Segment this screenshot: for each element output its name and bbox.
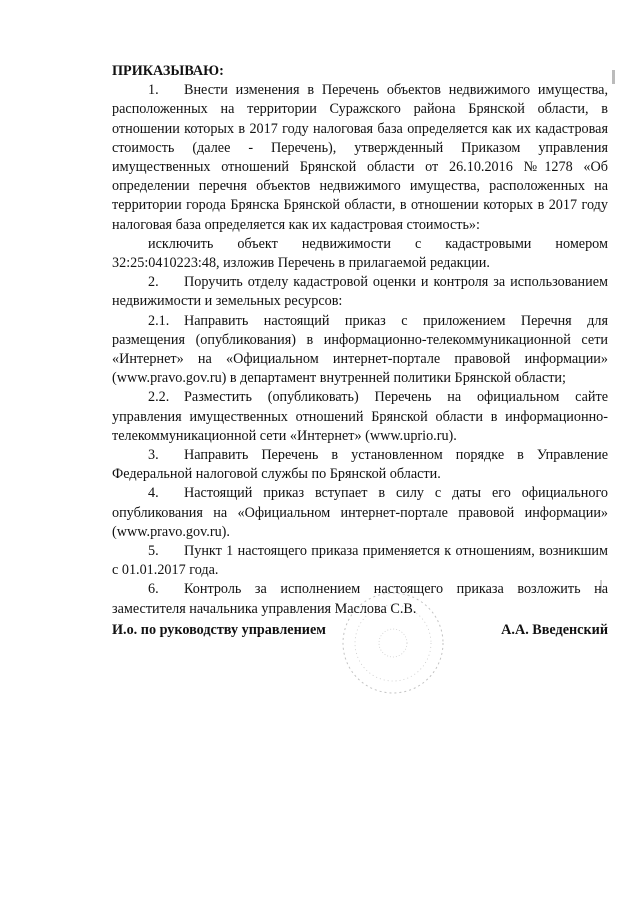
document-heading: ПРИКАЗЫВАЮ: [112,63,224,79]
paragraph-1-sub: исключить объект недвижимости с кадастровыми номером 32:25:0410223:48, изложив Перечень в прилагаемой редакции. [112,235,608,272]
document-body [112,62,608,619]
paragraph-5: 5. Пункт 1 настоящего приказа применяется к отношениям, возникшим с 01.01.2017 года. [112,543,608,579]
paragraph-3: 3. Направить Перечень в установленном порядке в Управление Федеральной налоговой службы по Брянской области. [112,447,608,483]
paragraph-1: 1. Внести изменения в Перечень объектов недвижимого имущества, расположенных на территории Суражского района Брянской области, в отношении которых в 2017 году налоговая база определяется как их кадастровая стоимость (далее - Перечень), утвержденный Приказом управления имущественных отношений Брянской области от 26.10.2016 №1278 «Об определении перечня объектов недвижимого имущества, расположенных на территории города Брянска Брянской области, в отношении которых в 2017 году налоговая база определяется как их кадастровая стоимость»: [112,82,608,233]
paragraph-4: 4. Настоящий приказ вступает в силу с даты его официального опубликования на «Официальном интернет-портале правовой информации» (www.pravo.gov.ru). [112,485,608,540]
paragraph-6: 6. Контроль за исполнением настоящего приказа возложить на заместителя начальника управления Маслова С.В. [112,581,608,617]
paragraph-2-1: 2.1. Направить настоящий приказ с приложением Перечня для размещения (опубликования) в информационно-телекоммуникационной сети «Интернет» на «Официальном интернет-портале правовой информации» (www.pravo.gov.ru) в департамент внутренней политики Брянской области; [112,312,608,387]
paragraph-2: 2. Поручить отделу кадастровой оценки и контроля за использованием недвижимости и земельных ресурсов: [112,274,608,310]
paragraph-2-2: 2.2. Разместить (опубликовать) Перечень на официальном сайте управления имущественных отношений Брянской области в информационно-телекоммуникационной сети «Интернет» (www.uprio.ru). [112,389,608,444]
signatory-position: И.о. по руководству управлением [112,622,326,638]
scan-mark [612,70,615,84]
signatory-name: А.А. Введенский [501,622,608,638]
stamp-seal [338,588,448,698]
